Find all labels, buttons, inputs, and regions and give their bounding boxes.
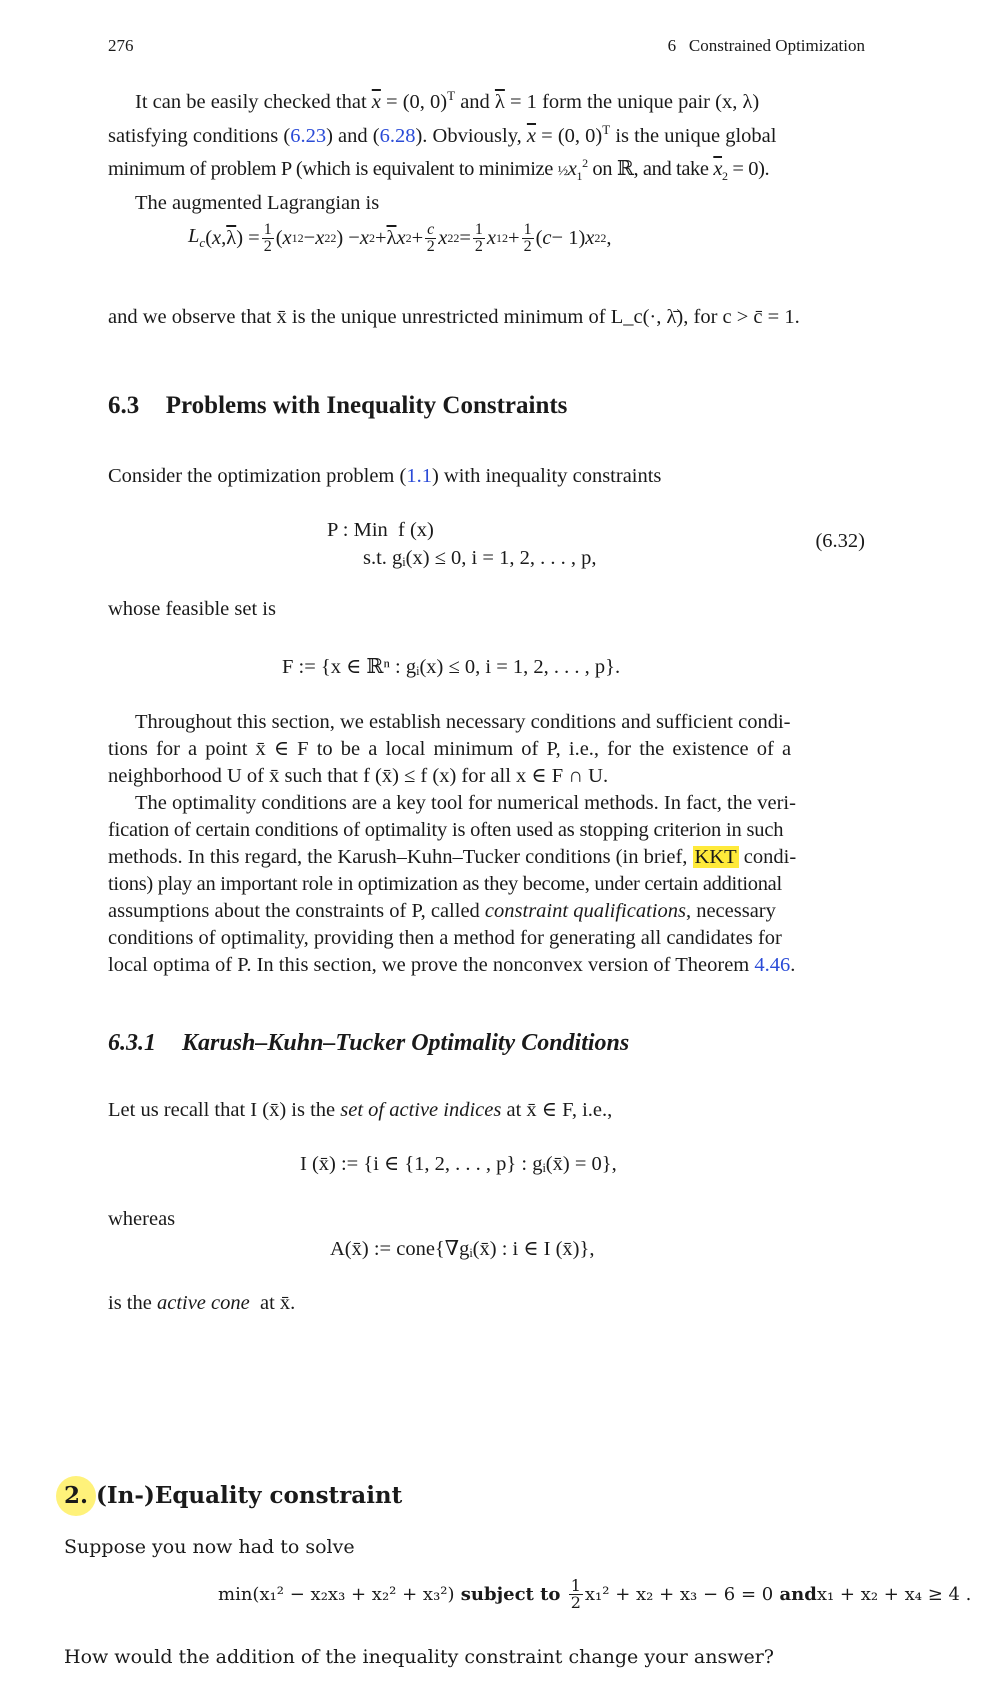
intro-paragraph: It can be easily checked that $\overline{x} = (0$, 0)$^T$ and $\overline{\lambda} = 1$ form the unique pair (x, λ) satisfying conditions (6.23) and (6.28). Obviously, $\overline{x} = (0$, 0)$^T$ is the unique global minimum of problem P (which is equivalent to minimize $\frac{1}{2}x_1^2$ on ℝ, and take $\overline{x}_2 = 0$). The augmented Lagrangian is xyxy=(108,88,777,214)
text: The augmented Lagrangian is xyxy=(135,191,380,214)
kkt-highlight: KKT xyxy=(694,846,737,868)
section-title: Problems with Inequality Constraints xyxy=(165,392,568,419)
section-number: 6.3 xyxy=(108,392,140,419)
text: tions for a point x̄ ∈ F to be a local minimum of P, i.e., for the existence of a xyxy=(108,738,792,760)
feasible-intro: whose feasible set is xyxy=(108,598,276,620)
equality-constraint: x₁² + x₂ + x₃ − 6 = 0 xyxy=(584,1584,774,1605)
text: at x̄ ∈ F, i.e., xyxy=(501,1099,613,1121)
text: conditions of optimality, providing then a method for generating all candidates for xyxy=(108,927,782,949)
text: on ℝ, and take xyxy=(587,157,714,180)
text: Let us recall that I (x̄) is the xyxy=(108,1099,341,1121)
problem-line-1: P : Min f (x) xyxy=(327,519,434,541)
ref-link-4-46[interactable]: 4.46 xyxy=(754,954,791,976)
emphasis: set of active indices xyxy=(340,1099,502,1121)
text: satisfying conditions ( xyxy=(108,124,291,147)
text: is the unique global xyxy=(610,124,777,147)
subsection-title: Karush–Kuhn–Tucker Optimality Conditions xyxy=(182,1030,630,1056)
consider-line xyxy=(108,463,661,490)
equation-number-6-32: (6.32) xyxy=(815,530,865,552)
text: It can be easily checked that xyxy=(135,90,372,113)
half-fraction: $\frac{1}{2}$ xyxy=(570,1576,581,1612)
whereas-line: whereas xyxy=(108,1208,176,1230)
section-heading xyxy=(108,392,567,420)
problem-statement xyxy=(327,516,596,572)
observe-line: and we observe that x̄ is the unique unrestricted minimum of L_c(·, λ̄), for c > c̄ = 1. xyxy=(108,306,800,328)
question-title: (In-)Equality constraint xyxy=(96,1482,403,1509)
active-cone-equation: A(x̄) := cone{∇gᵢ(x̄) : i ∈ I (x̄)}, xyxy=(330,1238,595,1260)
text: ) and ( xyxy=(326,124,380,147)
subsection-heading xyxy=(108,1030,629,1057)
active-set-equation: I (x̄) := {i ∈ {1, 2, . . . , p} : gᵢ(x̄) = 0}, xyxy=(300,1153,617,1175)
question-intro: Suppose you now had to solve xyxy=(64,1536,355,1558)
text: form the unique pair (x, λ) xyxy=(536,90,760,113)
and-word: and xyxy=(773,1584,817,1605)
text: The optimality conditions are a key tool for numerical methods. In fact, the veri- xyxy=(135,792,796,814)
text: and xyxy=(455,90,495,113)
recall-line xyxy=(108,1097,612,1124)
emphasis: constraint qualifications xyxy=(484,900,686,922)
text: neighborhood U of x̄ such that f (x̄) ≤ f (x) for all x ∈ F ∩ U. xyxy=(108,765,609,787)
text: ) with inequality constraints xyxy=(431,465,662,487)
text: is the xyxy=(108,1292,157,1314)
text: tions) play an important role in optimization as they become, under certain additional xyxy=(108,873,782,895)
inequality-constraint: x₁ + x₂ + x₄ ≥ 4 . xyxy=(816,1584,972,1605)
ref-link-6-28[interactable]: 6.28 xyxy=(379,124,416,147)
text: , necessary xyxy=(685,900,776,922)
text: methods. In this regard, the Karush–Kuhn–Tucker conditions (in brief, xyxy=(108,846,693,868)
optimality-paragraph xyxy=(108,709,868,979)
question-problem xyxy=(218,1578,971,1611)
page-number: 276 xyxy=(108,36,134,55)
text: . xyxy=(790,954,796,976)
feasible-set-equation: F := {x ∈ ℝⁿ : gᵢ(x) ≤ 0, i = 1, 2, . . . , p}. xyxy=(282,656,621,678)
question-heading xyxy=(64,1482,402,1509)
text: assumptions about the constraints of P, called xyxy=(108,900,485,922)
text: Throughout this section, we establish necessary conditions and sufficient condi- xyxy=(135,711,791,733)
page-header xyxy=(108,36,865,62)
text: at x̄. xyxy=(249,1292,296,1314)
objective: min(x₁² − x₂x₃ + x₂² + x₃²) xyxy=(218,1584,455,1605)
text: fication of certain conditions of optimality is often used as stopping criterion in such xyxy=(108,819,784,841)
emphasis: active cone xyxy=(156,1292,250,1314)
text: local optima of P. In this section, we prove the nonconvex version of Theorem xyxy=(108,954,755,976)
question-number: 2. xyxy=(64,1482,89,1509)
ref-link-1-1[interactable]: 1.1 xyxy=(406,465,432,487)
text: condi- xyxy=(738,846,797,868)
running-head: 6 Constrained Optimization xyxy=(667,36,865,55)
problem-line-2: s.t. gᵢ(x) ≤ 0, i = 1, 2, . . . , p, xyxy=(363,547,597,569)
subject-to: subject to xyxy=(454,1584,567,1605)
text: Consider the optimization problem ( xyxy=(108,465,407,487)
cone-line xyxy=(108,1290,295,1317)
subsection-number: 6.3.1 xyxy=(108,1030,156,1056)
text: ). Obviously, xyxy=(415,124,527,147)
question-ask: How would the addition of the inequality constraint change your answer? xyxy=(64,1646,774,1668)
ref-link-6-23[interactable]: 6.23 xyxy=(290,124,327,147)
lagrangian-equation: $L_c$ ( x , $\overline{\lambda}$ ) = $\frac{1}{2}$ ( x 1 2 − x 2 2 ) − x 2 + $\overline{\lambda}$ x 2 + $\frac{c}{2}$ x 2 2 = $\frac{1}{2}$ x 1 2 + $\frac{1}{2}$ ( c − 1) x 2 2 , xyxy=(188,221,612,255)
text: minimum of problem P (which is equivalent to minimize xyxy=(108,157,558,180)
